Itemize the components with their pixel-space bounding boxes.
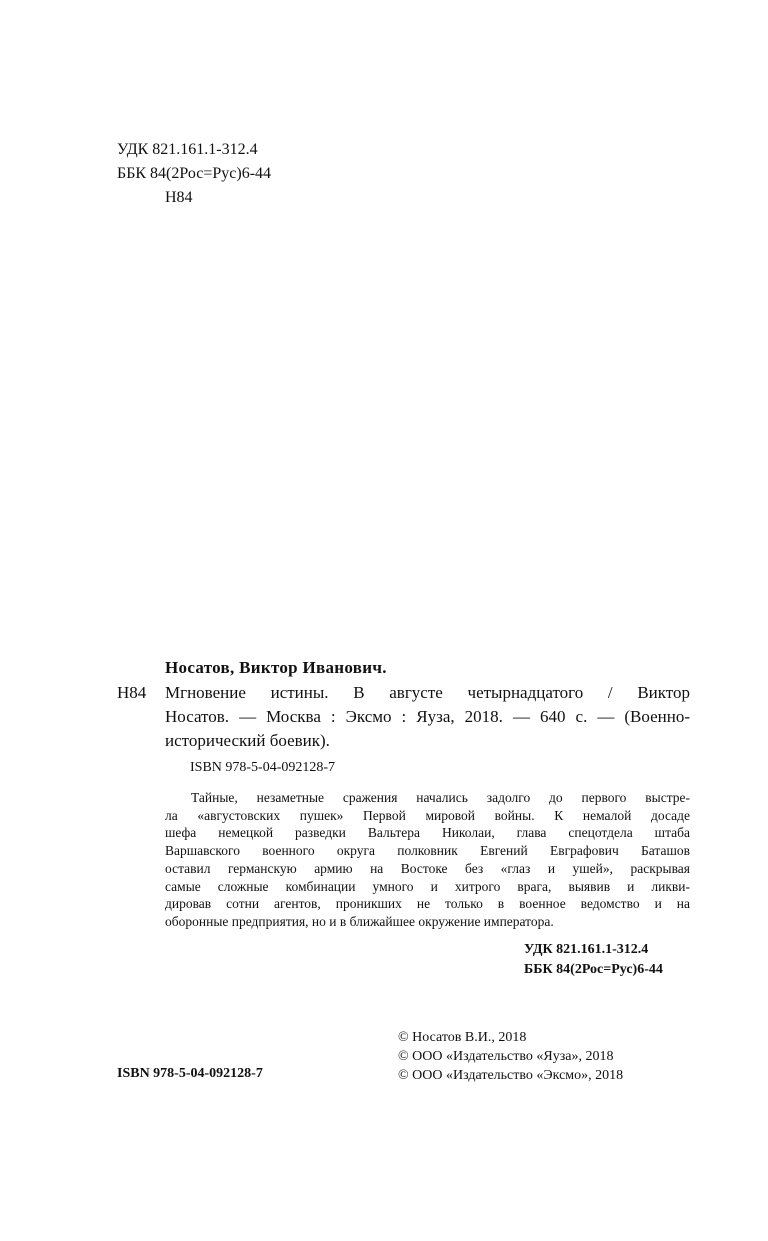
copyright-eksmo: © ООО «Издательство «Эксмо», 2018 [398,1068,624,1083]
annotation-line: дировав сотни агентов, проникших не только в военное ведомство и на [165,896,690,912]
author-mark: Н84 [165,189,193,206]
title-line: Мгновение истины. В августе четырнадцатого / Виктор [165,683,690,702]
record-isbn: ISBN 978-5-04-092128-7 [190,760,336,775]
bottom-udk-code: УДК 821.161.1-312.4 [524,942,649,957]
annotation-line: Тайные, незаметные сражения начались задолго до первого выстре- [191,790,690,805]
annotation-line: Варшавского военного округа полковник Евгений Евграфович Баташов [165,843,690,859]
footer-isbn: ISBN 978-5-04-092128-7 [117,1066,263,1081]
title-line: исторический боевик). [165,731,330,750]
annotation-line: самые сложные комбинации умного и хитрого врага, выявив и ликви- [165,878,690,894]
annotation-line: оборонные предприятия, но и в ближайшее окружение императора. [165,913,554,929]
annotation-line: ла «августовских пушек» Первой мировой войны. К немалой досаде [165,807,690,823]
record-author-mark: Н84 [117,683,147,702]
annotation-line: оставил германскую армию на Востоке без «глаз и ушей», раскрывая [165,860,690,876]
author-name: Носатов, Виктор Иванович. [165,658,387,677]
bbk-code: ББК 84(2Рос=Рус)6-44 [117,165,272,182]
record-title [165,681,690,753]
annotation-line: шефа немецкой разведки Вальтера Николаи, глава спецотдела штаба [165,825,690,841]
annotation [165,789,690,931]
copyright-yauza: © ООО «Издательство «Яуза», 2018 [398,1049,614,1064]
udk-code: УДК 821.161.1-312.4 [117,141,258,158]
bottom-bbk-code: ББК 84(2Рос=Рус)6-44 [524,962,663,977]
copyright-author: © Носатов В.И., 2018 [398,1030,527,1045]
title-line: Носатов. — Москва : Эксмо : Яуза, 2018. — 640 с. — (Военно- [165,707,690,726]
